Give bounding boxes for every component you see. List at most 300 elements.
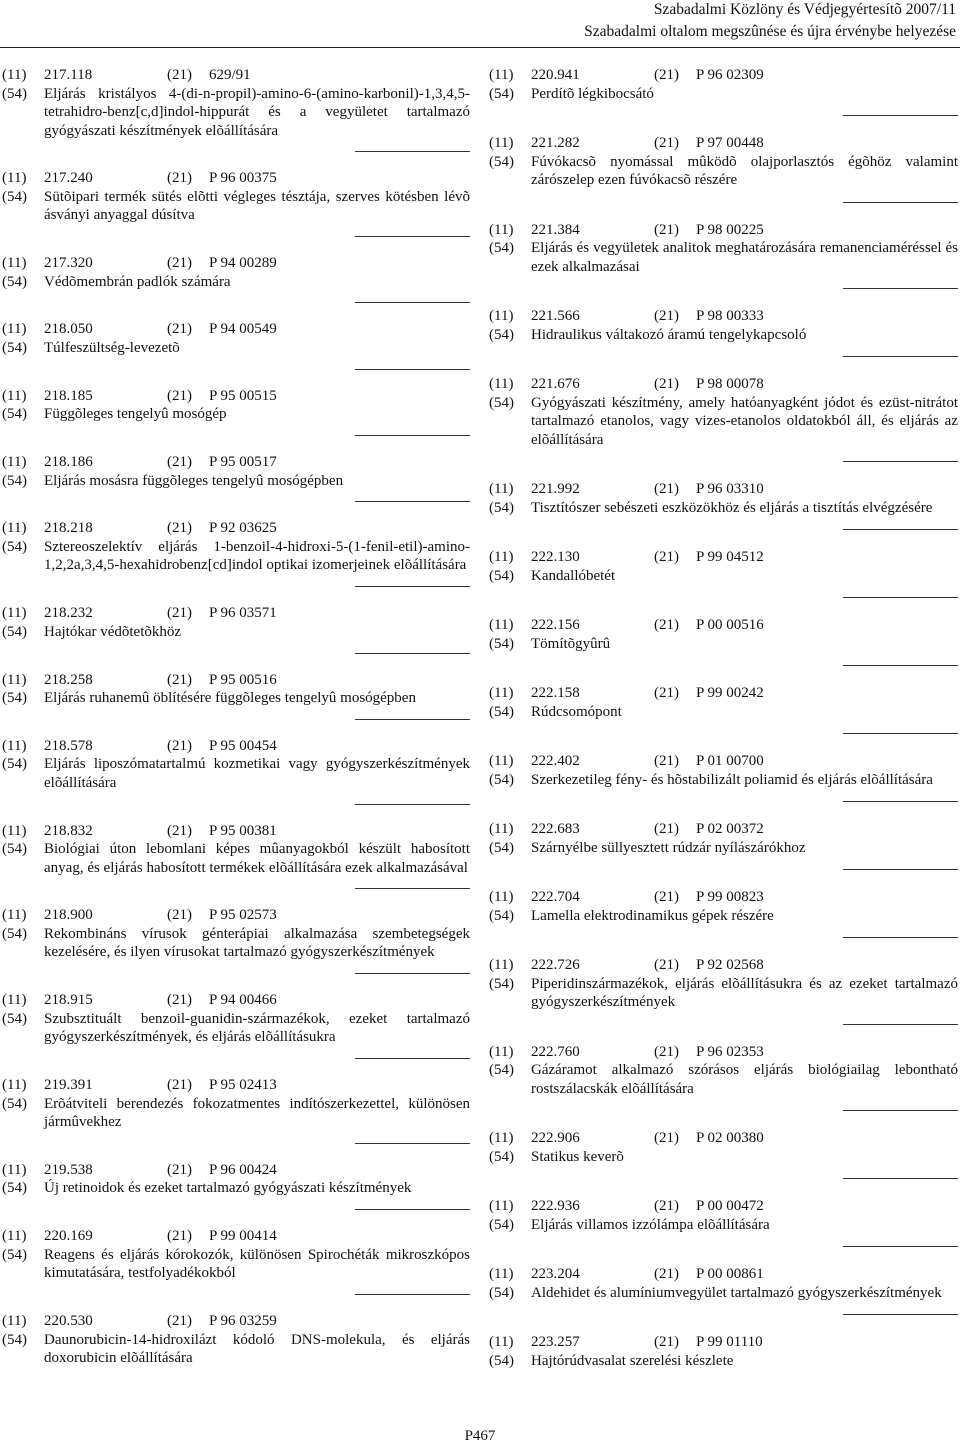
patent-number: 222.156 bbox=[531, 617, 580, 633]
patent-title: Reagens és eljárás kórokozók, különösen Spirochéták mikroszkópos kimutatására, testfolyadékokból bbox=[44, 1246, 470, 1282]
patent-title: Aldehidet és alumíniumvegyület tartalmazó gyógyszerkészítmények bbox=[531, 1284, 942, 1301]
application-code-label: (21) bbox=[654, 1198, 679, 1214]
application-number: P 95 02413 bbox=[209, 1077, 277, 1094]
title-code-label: (54) bbox=[2, 1246, 27, 1263]
patent-title: Fúvókacsõ nyomással mûködõ olajporlasztós égõhöz valamint zárószelep ezen fúvókacsõ részére bbox=[531, 153, 958, 188]
title-code-label: (54) bbox=[489, 635, 514, 652]
title-code-label: (54) bbox=[2, 756, 27, 773]
entry-title-row bbox=[2, 273, 470, 292]
application-number: P 95 00381 bbox=[209, 822, 277, 839]
application-code-label: (21) bbox=[654, 135, 679, 151]
application-number: P 96 03571 bbox=[209, 605, 277, 622]
application-code-label: (21) bbox=[167, 255, 192, 272]
title-code-label: (54) bbox=[2, 472, 27, 489]
application-number: P 95 00516 bbox=[209, 671, 277, 688]
patent-entry bbox=[2, 1312, 470, 1368]
number-code-label: (11) bbox=[2, 822, 27, 839]
patent-number: 221.676 bbox=[531, 376, 580, 392]
title-code-label: (54) bbox=[2, 841, 27, 858]
entry-number-row bbox=[2, 1161, 470, 1180]
patent-number: 222.906 bbox=[531, 1130, 580, 1146]
section-title: Szabadalmi oltalom megszûnése és újra érvénybe helyezése bbox=[584, 23, 956, 40]
application-code-label: (21) bbox=[167, 520, 192, 537]
entry-title-row bbox=[2, 1095, 470, 1132]
patent-number: 218.578 bbox=[44, 737, 93, 754]
patent-title: Gázáramot alkalmazó szórásos eljárás biológiailag lebontható rostszálacskák elõállítására bbox=[531, 1062, 958, 1097]
application-number: P 00 00516 bbox=[696, 617, 764, 633]
patent-number: 222.158 bbox=[531, 685, 580, 701]
entry-number-row bbox=[489, 375, 958, 394]
entry-title-row bbox=[489, 975, 958, 1012]
title-code-label: (54) bbox=[489, 703, 514, 720]
patent-number: 218.218 bbox=[44, 520, 93, 537]
patent-entry bbox=[2, 1227, 470, 1283]
entry-number-row bbox=[2, 169, 470, 188]
title-code-label: (54) bbox=[2, 85, 27, 102]
patent-number: 218.232 bbox=[44, 605, 93, 622]
title-code-label: (54) bbox=[489, 771, 514, 788]
patent-entry bbox=[2, 1076, 470, 1132]
entry-number-row bbox=[489, 134, 958, 153]
entry-number-row bbox=[2, 1312, 470, 1331]
entry-number-row bbox=[2, 387, 470, 406]
entry-title-row bbox=[2, 925, 470, 962]
patent-entry bbox=[489, 956, 958, 1012]
number-code-label: (11) bbox=[489, 481, 514, 497]
title-code-label: (54) bbox=[489, 153, 514, 170]
entry-number-row bbox=[2, 320, 470, 339]
application-number: P 94 00289 bbox=[209, 255, 277, 272]
entry-number-row bbox=[489, 548, 958, 567]
entry-title-row bbox=[489, 153, 958, 190]
patent-entry bbox=[489, 820, 958, 857]
number-code-label: (11) bbox=[2, 67, 27, 83]
application-number: P 92 02568 bbox=[696, 957, 764, 973]
patent-title: Eljárás és vegyületek analitok meghatározására remanenciaméréssel és ezek alkalmazásai bbox=[531, 240, 958, 275]
application-code-label: (21) bbox=[654, 617, 679, 633]
number-code-label: (11) bbox=[2, 454, 27, 471]
application-code-label: (21) bbox=[167, 67, 192, 83]
application-code-label: (21) bbox=[167, 671, 192, 688]
entry-number-row bbox=[489, 1197, 958, 1216]
patent-number: 223.204 bbox=[531, 1266, 580, 1282]
number-code-label: (11) bbox=[2, 1161, 27, 1178]
number-code-label: (11) bbox=[2, 387, 27, 404]
patent-title: Függõleges tengelyû mosógép bbox=[44, 406, 227, 423]
number-code-label: (11) bbox=[2, 1313, 27, 1329]
patent-number: 218.258 bbox=[44, 671, 93, 688]
application-code-label: (21) bbox=[167, 387, 192, 404]
title-code-label: (54) bbox=[489, 1216, 514, 1233]
number-code-label: (11) bbox=[2, 255, 27, 272]
number-code-label: (11) bbox=[489, 821, 514, 837]
application-number: P 00 00472 bbox=[696, 1198, 764, 1214]
entry-number-row bbox=[489, 1129, 958, 1148]
application-number: P 97 00448 bbox=[696, 135, 764, 151]
entry-number-row bbox=[2, 519, 470, 538]
application-number: P 94 00466 bbox=[209, 992, 277, 1009]
patent-title: Gyógyászati készítmény, amely hatóanyagként jódot és ezüst-nitrátot tartalmazó etanolos, vagy vizes-etanolos oldatokból áll, és eljárás az elõállítására bbox=[531, 394, 958, 448]
entry-title-row bbox=[2, 689, 470, 708]
entry-title-row bbox=[2, 538, 470, 575]
number-code-label: (11) bbox=[489, 308, 514, 324]
entry-title-row bbox=[489, 239, 958, 276]
patent-title: Túlfeszültség-levezetõ bbox=[44, 339, 180, 356]
application-number: P 95 00517 bbox=[209, 454, 277, 471]
patent-title: Eljárás mosásra függõleges tengelyû mosógépben bbox=[44, 472, 344, 489]
number-code-label: (11) bbox=[2, 520, 27, 537]
patent-number: 222.130 bbox=[531, 549, 580, 565]
entry-number-row bbox=[2, 671, 470, 690]
patent-title: Erõátviteli berendezés fokozatmentes indítószerkezettel, különösen jármûvekhez bbox=[44, 1095, 470, 1131]
entry-title-row bbox=[489, 567, 958, 586]
application-code-label: (21) bbox=[654, 1130, 679, 1146]
entry-number-row bbox=[489, 1333, 958, 1352]
patent-entry bbox=[489, 66, 958, 103]
patent-entry bbox=[489, 134, 958, 190]
patent-entry bbox=[2, 604, 470, 641]
patent-title: Tömítõgyûrû bbox=[531, 635, 611, 652]
entry-title-row bbox=[2, 840, 470, 877]
title-code-label: (54) bbox=[2, 339, 27, 356]
application-number: P 96 02309 bbox=[696, 67, 764, 83]
entry-number-row bbox=[489, 221, 958, 240]
entry-title-row bbox=[2, 472, 470, 491]
entry-title-row bbox=[2, 623, 470, 642]
application-number: P 99 01110 bbox=[696, 1334, 763, 1350]
entry-title-row bbox=[2, 188, 470, 225]
patent-number: 218.915 bbox=[44, 992, 93, 1009]
patent-number: 217.320 bbox=[44, 255, 93, 272]
application-code-label: (21) bbox=[654, 1266, 679, 1282]
entry-number-row bbox=[489, 820, 958, 839]
number-code-label: (11) bbox=[489, 617, 514, 633]
patent-number: 218.186 bbox=[44, 454, 93, 471]
application-number: P 95 00454 bbox=[209, 737, 277, 754]
title-code-label: (54) bbox=[489, 240, 514, 256]
entry-number-row bbox=[489, 956, 958, 975]
application-code-label: (21) bbox=[167, 822, 192, 839]
patent-entry bbox=[489, 684, 958, 721]
patent-title: Statikus keverõ bbox=[531, 1148, 624, 1165]
title-code-label: (54) bbox=[489, 499, 514, 516]
patent-title: Perdítõ légkibocsátó bbox=[531, 85, 654, 102]
entry-title-row bbox=[489, 839, 958, 858]
patent-number: 219.538 bbox=[44, 1161, 93, 1178]
patent-entry bbox=[2, 822, 470, 878]
patent-number: 222.402 bbox=[531, 753, 580, 769]
patent-entry bbox=[2, 387, 470, 424]
application-code-label: (21) bbox=[167, 170, 192, 187]
patent-number: 222.936 bbox=[531, 1198, 580, 1214]
number-code-label: (11) bbox=[2, 321, 27, 338]
application-number: P 92 03625 bbox=[209, 520, 277, 537]
application-code-label: (21) bbox=[654, 1334, 679, 1350]
application-number: P 98 00333 bbox=[696, 308, 764, 324]
patent-number: 217.240 bbox=[44, 170, 93, 187]
entry-title-row bbox=[2, 1179, 470, 1198]
title-code-label: (54) bbox=[489, 975, 514, 992]
patent-entry bbox=[489, 375, 958, 449]
patent-number: 220.941 bbox=[531, 67, 580, 83]
application-number: P 96 00375 bbox=[209, 170, 277, 187]
entry-number-row bbox=[489, 480, 958, 499]
application-code-label: (21) bbox=[654, 1043, 679, 1060]
number-code-label: (11) bbox=[2, 170, 27, 187]
patent-number: 220.530 bbox=[44, 1313, 93, 1329]
application-number: P 99 00414 bbox=[209, 1228, 277, 1245]
application-number: P 96 00424 bbox=[209, 1161, 277, 1178]
application-code-label: (21) bbox=[654, 753, 679, 769]
entry-title-row bbox=[2, 85, 470, 141]
entry-title-row bbox=[2, 755, 470, 792]
number-code-label: (11) bbox=[2, 737, 27, 754]
patent-number: 222.683 bbox=[531, 821, 580, 837]
entry-title-row bbox=[489, 635, 958, 654]
entry-number-row bbox=[2, 604, 470, 623]
title-code-label: (54) bbox=[2, 273, 27, 290]
patent-number: 218.900 bbox=[44, 907, 93, 924]
patent-title: Lamella elektrodinamikus gépek részére bbox=[531, 907, 774, 924]
patent-number: 223.257 bbox=[531, 1334, 580, 1350]
application-number: P 00 00861 bbox=[696, 1266, 764, 1282]
patent-title: Piperidinszármazékok, eljárás elõállításukra és az ezeket tartalmazó gyógyszerkészítmények bbox=[531, 975, 958, 1010]
patent-number: 222.760 bbox=[531, 1043, 580, 1060]
entry-number-row bbox=[489, 1265, 958, 1284]
patent-number: 221.992 bbox=[531, 481, 580, 497]
application-number: P 95 02573 bbox=[209, 907, 277, 924]
entry-number-row bbox=[489, 1043, 958, 1062]
patent-entry bbox=[2, 1161, 470, 1198]
patent-title: Kandallóbetét bbox=[531, 567, 616, 584]
application-code-label: (21) bbox=[654, 549, 679, 565]
application-number: P 99 00242 bbox=[696, 685, 764, 701]
title-code-label: (54) bbox=[489, 839, 514, 856]
application-code-label: (21) bbox=[167, 605, 192, 622]
entry-title-row bbox=[489, 1216, 958, 1235]
patent-entry bbox=[489, 480, 958, 517]
title-code-label: (54) bbox=[489, 1148, 514, 1165]
application-number: P 99 00823 bbox=[696, 889, 764, 905]
entry-title-row bbox=[489, 326, 958, 345]
patent-number: 221.282 bbox=[531, 135, 580, 151]
patent-entry bbox=[489, 616, 958, 653]
entry-title-row bbox=[489, 1284, 958, 1303]
patent-title: Hajtórúdvasalat szerelési készlete bbox=[531, 1352, 734, 1369]
title-code-label: (54) bbox=[489, 394, 514, 411]
number-code-label: (11) bbox=[489, 135, 514, 151]
patent-entry bbox=[489, 1197, 958, 1234]
application-number: P 94 00549 bbox=[209, 321, 277, 338]
patent-title: Eljárás ruhanemû öblítésére függõleges tengelyû mosógépben bbox=[44, 690, 416, 706]
number-code-label: (11) bbox=[2, 671, 27, 688]
entry-title-row bbox=[489, 394, 958, 450]
patent-entry bbox=[2, 991, 470, 1047]
patent-number: 221.566 bbox=[531, 308, 580, 324]
entry-title-row bbox=[489, 1352, 958, 1371]
title-code-label: (54) bbox=[489, 1284, 514, 1301]
application-number: P 98 00078 bbox=[696, 376, 764, 392]
patent-entry bbox=[2, 169, 470, 225]
entry-number-row bbox=[2, 737, 470, 756]
number-code-label: (11) bbox=[489, 957, 514, 973]
patent-entry bbox=[2, 671, 470, 708]
patent-entry bbox=[489, 548, 958, 585]
patent-entry bbox=[2, 453, 470, 490]
application-number: P 02 00380 bbox=[696, 1130, 764, 1146]
application-code-label: (21) bbox=[167, 907, 192, 924]
title-code-label: (54) bbox=[2, 1095, 27, 1112]
patent-entry bbox=[489, 1043, 958, 1099]
patent-number: 218.185 bbox=[44, 387, 93, 404]
title-code-label: (54) bbox=[2, 188, 27, 205]
entry-title-row bbox=[2, 1331, 470, 1368]
patent-title: Tisztítószer sebészeti eszközökhöz és eljárás a tisztítás elvégzésére bbox=[531, 499, 933, 516]
entry-number-row bbox=[2, 991, 470, 1010]
application-number: P 96 02353 bbox=[696, 1043, 764, 1060]
patent-number: 219.391 bbox=[44, 1077, 93, 1094]
patent-title: Új retinoidok és ezeket tartalmazó gyógyászati készítmények bbox=[44, 1180, 412, 1197]
patent-title: Eljárás liposzómatartalmú kozmetikai vagy gyógyszerkészítmények elõállítására bbox=[44, 756, 470, 791]
application-code-label: (21) bbox=[654, 308, 679, 324]
patent-title: Rekombináns vírusok génterápiai alkalmazása szembetegségek kezelésére, és ilyen vírusokat tartalmazó gyógyszerkészítmények bbox=[44, 925, 470, 961]
title-code-label: (54) bbox=[489, 85, 514, 102]
number-code-label: (11) bbox=[489, 1198, 514, 1214]
application-code-label: (21) bbox=[654, 889, 679, 905]
page-header bbox=[0, 0, 960, 48]
patent-number: 222.704 bbox=[531, 889, 580, 905]
patent-entry bbox=[489, 752, 958, 789]
title-code-label: (54) bbox=[489, 567, 514, 584]
patent-title: Védõmembrán padlók számára bbox=[44, 273, 231, 290]
title-code-label: (54) bbox=[489, 907, 514, 924]
patent-title: Eljárás kristályos 4-(di-n-propil)-amino-6-(amino-karbonil)-1,3,4,5-tetrahidro-benz[c,d]indol-hippurát és a vegyületet tartalmazó gyógyászati készítmények elõállítására bbox=[44, 85, 470, 139]
entry-number-row bbox=[2, 66, 470, 85]
application-number: P 01 00700 bbox=[696, 753, 764, 769]
title-code-label: (54) bbox=[489, 1352, 514, 1369]
entry-number-row bbox=[489, 66, 958, 85]
patent-entry bbox=[2, 320, 470, 357]
patent-entry bbox=[489, 221, 958, 277]
entry-title-row bbox=[489, 771, 958, 790]
entry-title-row bbox=[489, 85, 958, 104]
entry-number-row bbox=[489, 888, 958, 907]
patent-entry bbox=[2, 254, 470, 291]
entry-title-row bbox=[489, 1148, 958, 1167]
right-column bbox=[489, 66, 958, 1370]
application-code-label: (21) bbox=[167, 1077, 192, 1094]
application-number: P 96 03310 bbox=[696, 481, 764, 497]
number-code-label: (11) bbox=[489, 1334, 514, 1350]
entry-title-row bbox=[489, 703, 958, 722]
number-code-label: (11) bbox=[2, 1077, 27, 1094]
patent-entry bbox=[489, 1129, 958, 1166]
entry-number-row bbox=[2, 1227, 470, 1246]
entry-title-row bbox=[2, 405, 470, 424]
number-code-label: (11) bbox=[489, 549, 514, 565]
application-code-label: (21) bbox=[654, 685, 679, 701]
title-code-label: (54) bbox=[2, 1180, 27, 1197]
entry-number-row bbox=[2, 1076, 470, 1095]
entry-number-row bbox=[2, 822, 470, 841]
title-code-label: (54) bbox=[2, 1010, 27, 1027]
application-code-label: (21) bbox=[654, 67, 679, 83]
application-code-label: (21) bbox=[167, 1161, 192, 1178]
number-code-label: (11) bbox=[489, 753, 514, 769]
title-code-label: (54) bbox=[2, 538, 27, 555]
patent-number: 221.384 bbox=[531, 221, 580, 238]
number-code-label: (11) bbox=[489, 1043, 514, 1060]
application-code-label: (21) bbox=[167, 992, 192, 1009]
patent-entry bbox=[489, 1333, 958, 1370]
application-code-label: (21) bbox=[167, 321, 192, 338]
patent-title: Sütõipari termék sütés elõtti végleges tésztája, szerves kötésben lévõ ásványi anyaggal dúsítva bbox=[44, 188, 470, 224]
entry-title-row bbox=[489, 1061, 958, 1098]
number-code-label: (11) bbox=[489, 685, 514, 701]
entry-number-row bbox=[489, 752, 958, 771]
application-code-label: (21) bbox=[167, 1313, 192, 1329]
number-code-label: (11) bbox=[2, 907, 27, 924]
application-number: 629/91 bbox=[209, 67, 251, 83]
patent-title: Hajtókar védõtetõkhöz bbox=[44, 623, 182, 640]
patent-entry bbox=[489, 888, 958, 925]
application-code-label: (21) bbox=[654, 821, 679, 837]
application-number: P 02 00372 bbox=[696, 821, 764, 837]
patent-entry bbox=[2, 906, 470, 962]
patent-title: Szárnyélbe süllyesztett rúdzár nyílászárókhoz bbox=[531, 839, 806, 856]
number-code-label: (11) bbox=[489, 67, 514, 83]
entry-title-row bbox=[489, 499, 958, 518]
patent-number: 218.050 bbox=[44, 321, 93, 338]
journal-title: Szabadalmi Közlöny és Védjegyértesítõ 2007/11 bbox=[653, 1, 956, 18]
number-code-label: (11) bbox=[489, 889, 514, 905]
application-code-label: (21) bbox=[654, 481, 679, 497]
application-number: P 96 03259 bbox=[209, 1313, 277, 1329]
patent-entry bbox=[2, 519, 470, 575]
patent-entry bbox=[489, 307, 958, 344]
left-column bbox=[2, 66, 470, 1368]
entry-number-row bbox=[489, 684, 958, 703]
patent-number: 222.726 bbox=[531, 957, 580, 973]
number-code-label: (11) bbox=[2, 992, 27, 1009]
application-code-label: (21) bbox=[654, 376, 679, 392]
number-code-label: (11) bbox=[2, 1228, 27, 1245]
patent-title: Szubsztituált benzoil-guanidin-származékok, ezeket tartalmazó gyógyszerkészítmények, és eljárás elõállításukra bbox=[44, 1010, 470, 1046]
title-code-label: (54) bbox=[2, 690, 27, 706]
title-code-label: (54) bbox=[2, 925, 27, 942]
patent-entry bbox=[489, 1265, 958, 1302]
application-number: P 95 00515 bbox=[209, 387, 277, 404]
number-code-label: (11) bbox=[489, 221, 514, 238]
patent-title: Hidraulikus váltakozó áramú tengelykapcsoló bbox=[531, 326, 807, 343]
patent-title: Eljárás villamos izzólámpa elõállítására bbox=[531, 1216, 770, 1233]
patent-title: Sztereoszelektív eljárás 1-benzoil-4-hidroxi-5-(1-fenil-etil)-amino-1,2,2a,3,4,5-hexahidrobenz[cd]indol optikai izomerjeinek elõállítására bbox=[44, 538, 470, 574]
patent-entry bbox=[2, 737, 470, 793]
application-code-label: (21) bbox=[167, 1228, 192, 1245]
entry-title-row bbox=[2, 1010, 470, 1047]
application-code-label: (21) bbox=[167, 454, 192, 471]
number-code-label: (11) bbox=[2, 605, 27, 622]
entry-number-row bbox=[2, 453, 470, 472]
entry-number-row bbox=[2, 906, 470, 925]
number-code-label: (11) bbox=[489, 376, 514, 392]
application-number: P 98 00225 bbox=[696, 221, 764, 238]
patent-title: Biológiai úton lebomlani képes mûanyagokból készült habosított anyag, és eljárás habosított termékek elõállítására ezek alkalmazásával bbox=[44, 841, 470, 876]
application-code-label: (21) bbox=[654, 957, 679, 973]
number-code-label: (11) bbox=[489, 1130, 514, 1146]
patent-title: Rúdcsomópont bbox=[531, 703, 622, 720]
patent-number: 220.169 bbox=[44, 1228, 93, 1245]
